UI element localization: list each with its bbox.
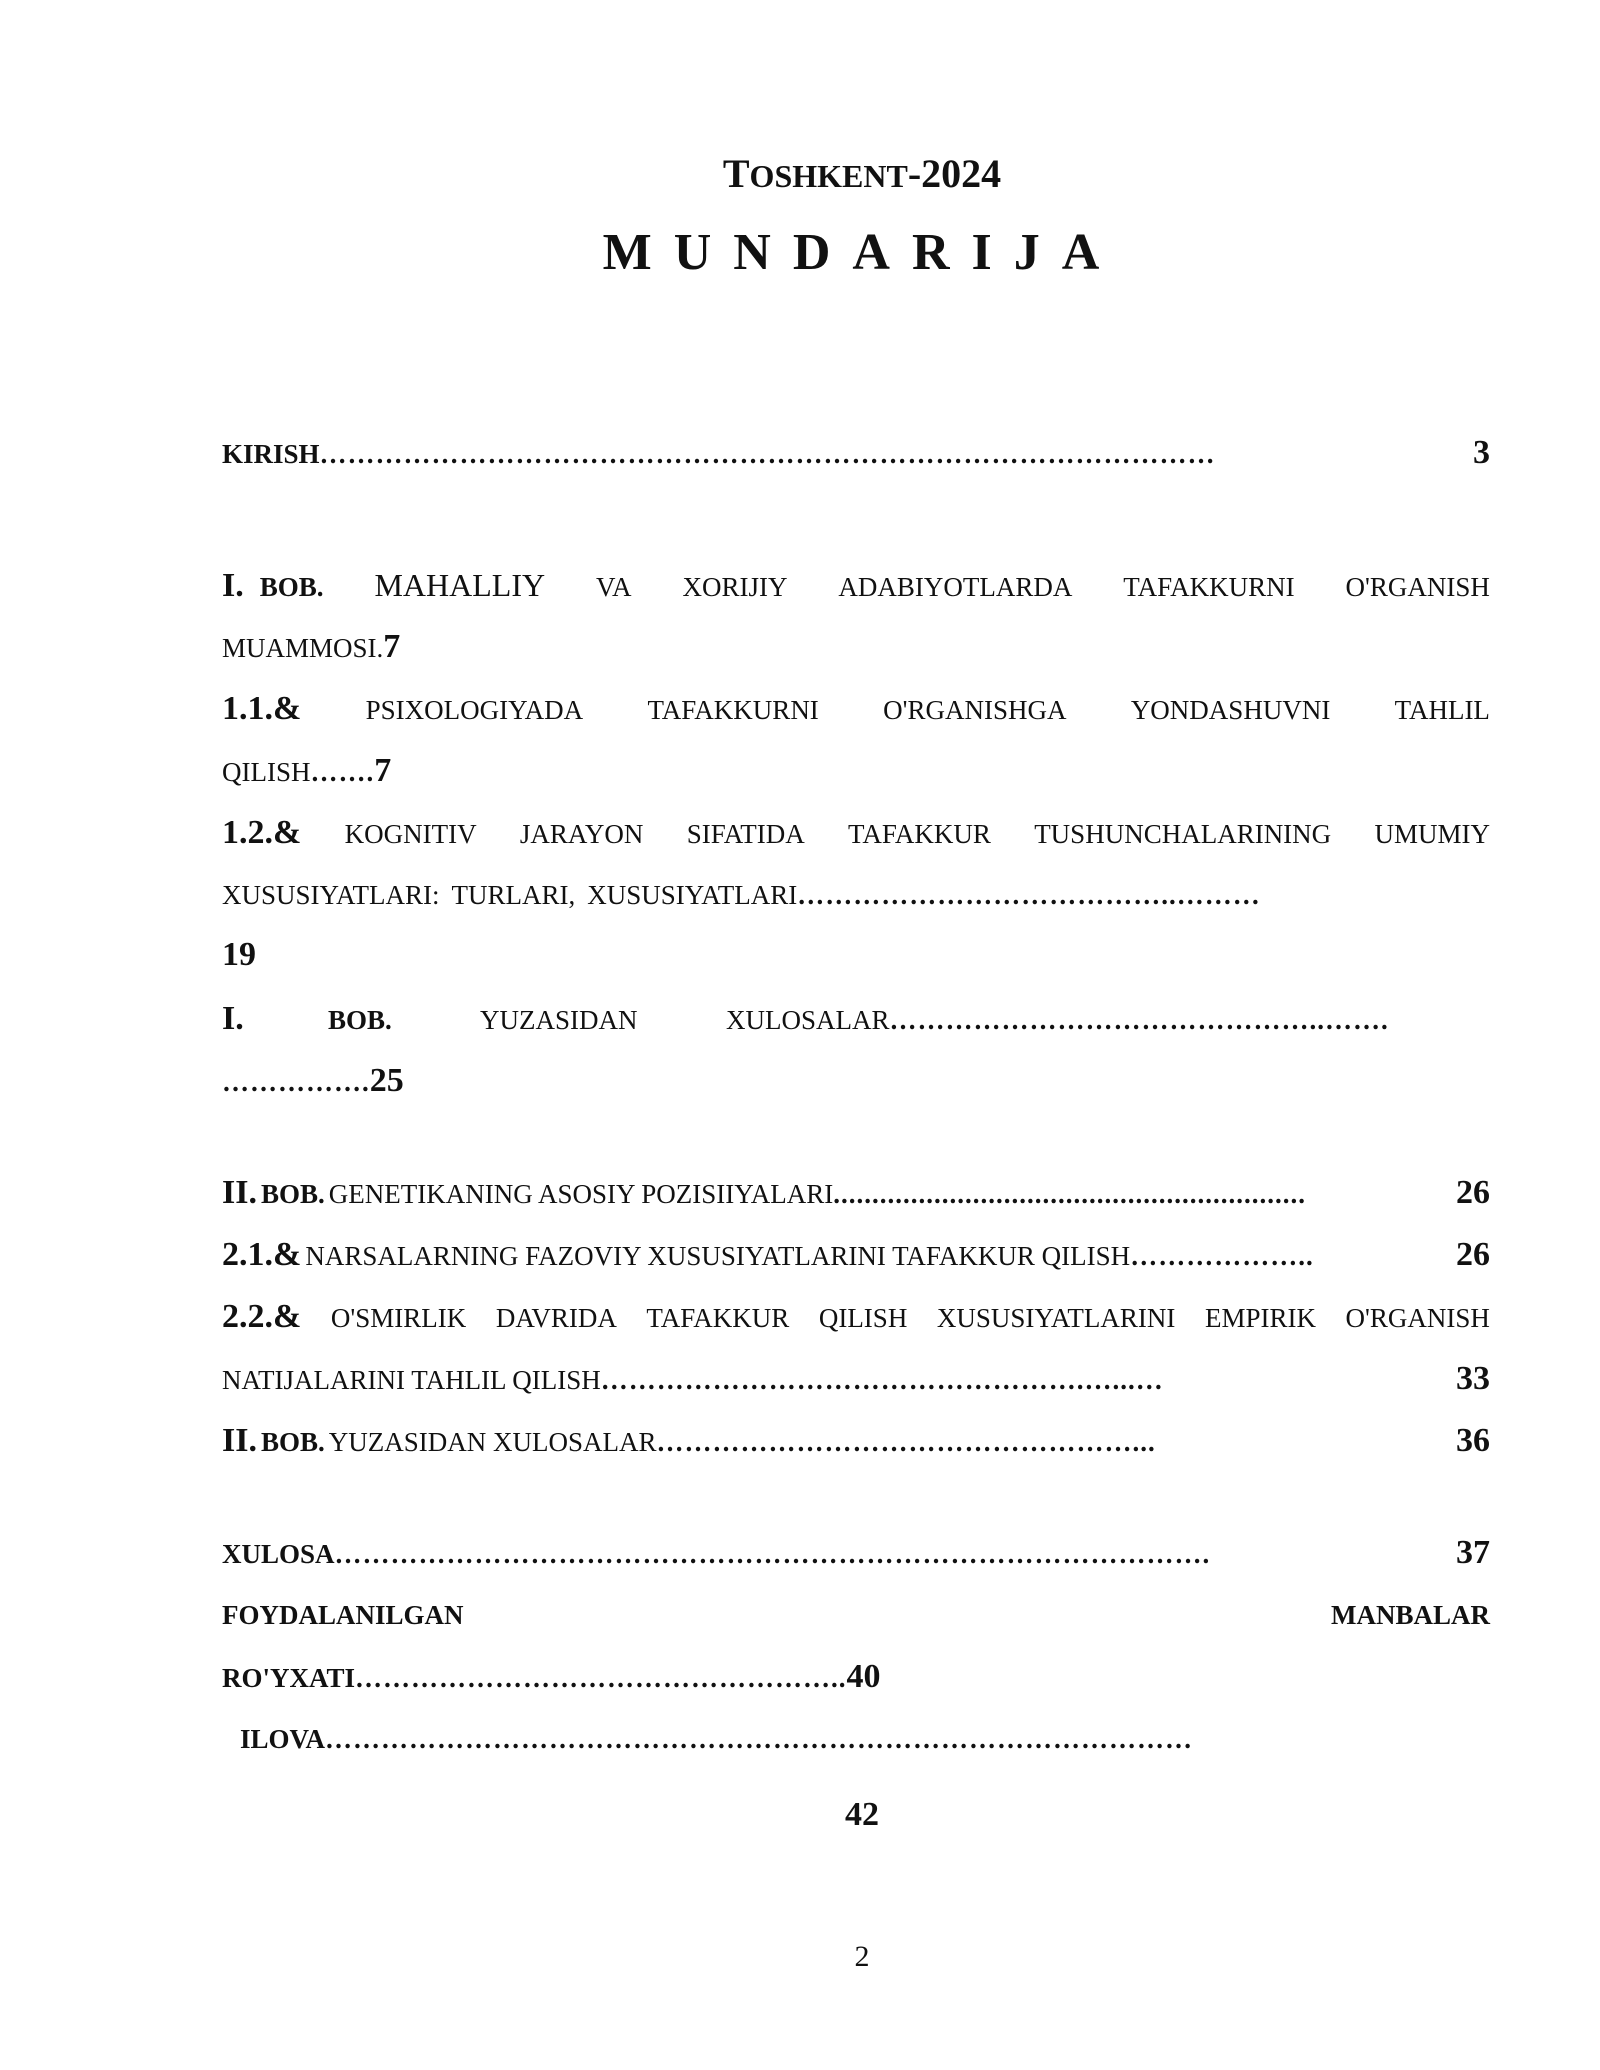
toc-word: EMPIRIK (1204, 1303, 1316, 1333)
toc-word: MANBALAR (1331, 1600, 1490, 1630)
toc-label: XULOSA (222, 1539, 335, 1569)
toc-entry-2-2-cont (222, 1354, 1490, 1404)
toc-word: TURLARI, (451, 880, 576, 910)
toc-entry-ch1[interactable] (222, 560, 1490, 610)
toc-entry-ch1-cont (222, 622, 1490, 672)
toc-page: 19 (222, 936, 256, 973)
toc-word: JARAYON (519, 819, 644, 849)
chapter-numeral: II. (222, 1174, 257, 1211)
toc-label: ILOVA (240, 1724, 326, 1754)
toc-leader: ……………….. (1130, 1241, 1314, 1271)
toc-word: DAVRIDA (495, 1303, 617, 1333)
toc-leader: …………………………………..……… (797, 880, 1261, 910)
city-initial: T (722, 151, 750, 196)
toc-leader: …………………………………………….. (355, 1663, 847, 1693)
toc-word: KOGNITIV (344, 819, 477, 849)
toc-leader: …………………………………………………………………………………… (319, 439, 1216, 469)
toc-entry-1-1-cont (222, 746, 1490, 796)
toc-word: SIFATIDA (686, 819, 805, 849)
section-number: 1.2.& (222, 814, 302, 851)
toc-word: O'RGANISH (1345, 1303, 1490, 1333)
section-number: 2.1.& (222, 1236, 302, 1273)
toc-word: YUZASIDAN (480, 1005, 638, 1035)
toc-text: RO'YXATI (222, 1663, 356, 1693)
toc-text: NARSALARNING FAZOVIY XUSUSIYATLARINI TAFAKKUR QILISH (305, 1241, 1131, 1271)
toc-entry-2-1[interactable] (222, 1230, 1490, 1280)
toc-entry-1-2[interactable] (222, 808, 1490, 858)
toc-word: QILISH (818, 1303, 908, 1333)
bob-label: BOB. (260, 1427, 325, 1457)
toc-word: XUSUSIYATLARI: (222, 880, 440, 910)
section-number: 2.2.& (222, 1298, 302, 1335)
toc-word: YONDASHUVNI (1130, 695, 1331, 725)
toc-entry-conclusion[interactable] (222, 1528, 1490, 1578)
toc-page: 36 (1456, 1422, 1490, 1459)
year: -2024 (907, 151, 1002, 196)
toc-leader: ............................................................. (833, 1179, 1306, 1209)
toc-page: 7 (374, 752, 392, 789)
toc-entry-1-1[interactable] (222, 684, 1490, 734)
toc-entry-ch1-summary-cont (222, 1056, 1490, 1106)
toc-word: TAFAKKUR (848, 819, 991, 849)
toc-page: 26 (1456, 1236, 1490, 1273)
toc-page-appendix: 42 (845, 1796, 879, 1833)
bob-label: BOB. (260, 1179, 325, 1209)
toc-leader: ……. (310, 757, 375, 787)
toc-word: FOYDALANILGAN (222, 1600, 464, 1630)
toc-word: UMUMIY (1374, 819, 1490, 849)
toc-word: XUSUSIYATLARINI (936, 1303, 1176, 1333)
toc-text: MUAMMOSI. (222, 633, 384, 663)
toc-page: 26 (1456, 1174, 1490, 1211)
toc-entry-ch1-summary[interactable] (222, 994, 1490, 1044)
toc-word: TUSHUNCHALARINING (1034, 819, 1332, 849)
toc-word: XUSUSIYATLARI (587, 880, 798, 910)
toc-word: O'SMIRLIK (330, 1303, 467, 1333)
toc-entry-1-2-page (222, 930, 1490, 980)
toc-word: O'RGANISH (1345, 572, 1490, 602)
toc-entry-1-2-cont (222, 870, 1490, 920)
toc-leader: …………………………………………………………………………………. (334, 1539, 1211, 1569)
toc-page: 25 (369, 1062, 404, 1099)
toc-text: YUZASIDAN XULOSALAR (328, 1427, 657, 1457)
toc-word: XORIJIY (682, 572, 788, 602)
city-year-heading (0, 148, 1600, 202)
toc-text: NATIJALARINI TAHLIL QILISH (222, 1365, 601, 1395)
toc-leader: …………………………………………….…...… (600, 1365, 1164, 1395)
toc-page: 33 (1456, 1360, 1490, 1397)
toc-page: 3 (1473, 434, 1490, 471)
toc-entry-ch2-summary[interactable] (222, 1416, 1490, 1466)
toc-label: KIRISH (222, 439, 320, 469)
chapter-numeral: I. (222, 1000, 244, 1037)
city-rest: OSHKENT (749, 158, 908, 194)
toc-text: GENETIKANING ASOSIY POZISIIYALARI (328, 1179, 834, 1209)
chapter-numeral: II. (222, 1422, 257, 1459)
toc-text: QILISH (222, 757, 311, 787)
toc-leader: ……………. (222, 1067, 370, 1097)
toc-entry-appendix[interactable] (240, 1714, 1470, 1764)
section-number: 1.1.& (222, 690, 302, 727)
toc-page: 7 (383, 628, 401, 665)
chapter-numeral: I. (222, 567, 244, 604)
toc-page: 37 (1456, 1534, 1490, 1571)
page-number: 2 (854, 1940, 870, 1973)
toc-entry-intro[interactable] (222, 428, 1490, 478)
toc-leader: ………………………………………………………………………………… (325, 1724, 1194, 1754)
toc-word: PSIXOLOGIYADA (365, 695, 584, 725)
page-title: MUNDARIJA (602, 224, 1122, 281)
toc-entry-references[interactable] (222, 1590, 1490, 1640)
toc-word: TAFAKKURNI (647, 695, 819, 725)
toc-entry-ch2[interactable] (222, 1168, 1490, 1218)
toc-leader: ……………………………………………... (656, 1427, 1156, 1457)
toc-word: MAHALLIY (374, 567, 546, 603)
toc-word: VA (596, 572, 632, 602)
toc-entry-2-2[interactable] (222, 1292, 1490, 1342)
toc-word: TAFAKKUR (646, 1303, 790, 1333)
toc-word: O'RGANISHGA (883, 695, 1067, 725)
toc-word: TAFAKKURNI (1123, 572, 1295, 602)
toc-word: XULOSALAR (726, 1005, 890, 1035)
toc-entry-references-cont (222, 1652, 1490, 1702)
toc-word: ADABIYOTLARDA (838, 572, 1073, 602)
bob-label: BOB. (259, 572, 324, 602)
toc-word: TAHLIL (1394, 695, 1490, 725)
bob-label: BOB. (328, 1005, 392, 1035)
toc-leader: ………………………………………..……. (889, 1005, 1389, 1035)
toc-page: 40 (846, 1658, 881, 1695)
